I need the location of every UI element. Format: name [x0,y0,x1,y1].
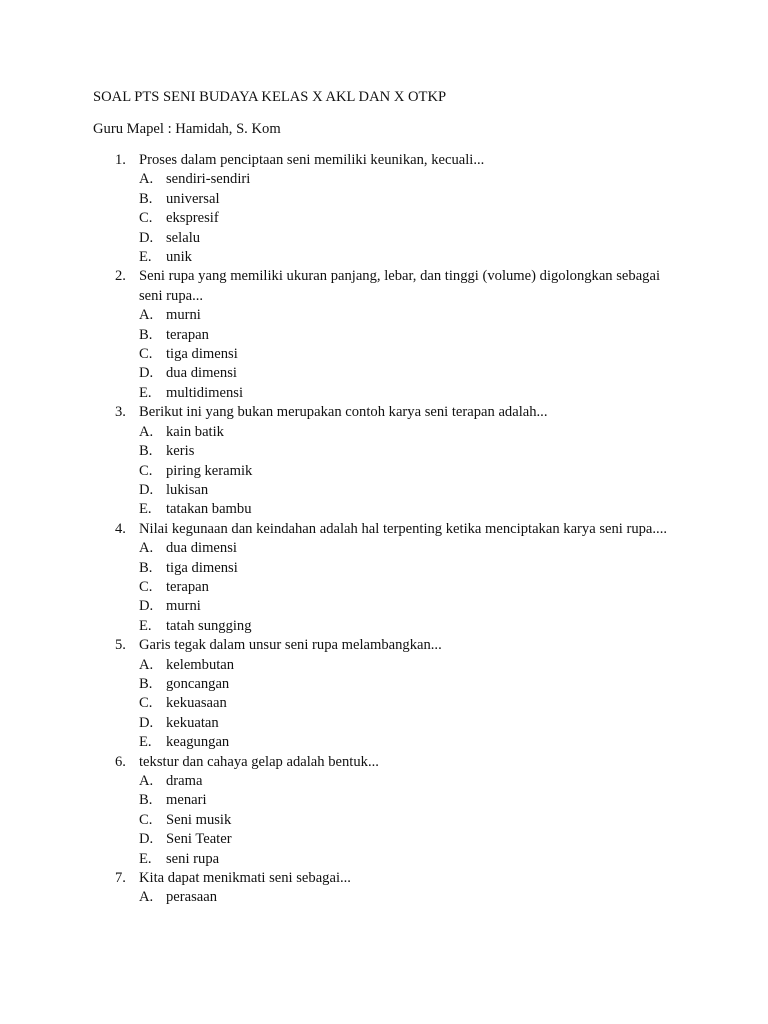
answer-option [139,791,693,810]
option-text: kain batik [166,423,224,440]
answer-option [139,248,693,267]
question-text: Seni rupa yang memiliki ukuran panjang, lebar, dan tinggi (volume) digolongkan sebagai seni rupa... [139,268,661,304]
option-text: piring keramik [166,462,253,479]
option-text: kelembutan [166,656,235,673]
answer-option [139,481,693,500]
answer-option [139,811,693,830]
option-text: goncangan [166,675,230,692]
option-text: universal [166,190,220,207]
option-text: keris [166,443,195,460]
question-item [93,151,693,267]
option-letter: B. [139,326,153,343]
option-text: Seni Teater [166,831,232,848]
answer-option [139,190,693,209]
answer-option [139,656,693,675]
question-item [93,753,693,869]
option-letter: A. [139,540,154,557]
answer-option [139,772,693,791]
option-letter: D. [139,229,154,246]
answer-option [139,306,693,325]
answer-option [139,364,693,383]
option-letter: B. [139,675,153,692]
option-text: sendiri-sendiri [166,171,251,188]
question-text: Proses dalam penciptaan seni memiliki keunikan, kecuali... [139,152,485,168]
question-text: Nilai kegunaan dan keindahan adalah hal terpenting ketika menciptakan karya seni rupa.... [139,520,668,537]
option-text: tiga dimensi [166,346,238,363]
option-text: murni [166,307,201,324]
option-text: dua dimensi [166,540,237,557]
option-letter: B. [139,190,153,207]
option-letter: C. [139,462,153,479]
option-letter: D. [139,598,154,615]
option-text: multidimensi [166,384,244,401]
question-number: 6. [115,753,126,770]
question-text: Berikut ini yang bukan merupakan contoh karya seni terapan adalah... [139,404,548,421]
option-text: tiga dimensi [166,559,238,576]
option-letter: A. [139,307,154,324]
option-text: tatah sungging [166,617,252,634]
answer-option [139,462,693,481]
answer-option [139,326,693,345]
option-list [139,539,693,636]
option-text: lukisan [166,481,209,498]
option-letter: E. [139,617,152,634]
option-letter: C. [139,210,153,227]
option-letter: E. [139,734,152,751]
option-letter: B. [139,559,153,576]
option-text: unik [166,249,192,266]
answer-option [139,733,693,752]
answer-option [139,539,693,558]
answer-option [139,442,693,461]
answer-option [139,850,693,869]
answer-option [139,209,693,228]
option-text: tatakan bambu [166,501,252,518]
option-text: terapan [166,578,209,595]
option-list [139,423,693,520]
answer-option [139,714,693,733]
option-text: Seni musik [166,811,232,828]
answer-option [139,578,693,597]
option-text: keagungan [166,734,230,751]
option-letter: B. [139,443,153,460]
answer-option [139,345,693,364]
option-letter: D. [139,714,154,731]
option-list [139,772,693,869]
answer-option [139,500,693,519]
question-number: 4. [115,520,126,537]
question-item [93,636,693,752]
question-item [93,869,693,908]
question-number: 7. [115,870,126,887]
option-letter: A. [139,171,154,188]
option-letter: E. [139,850,152,867]
option-letter: C. [139,346,153,363]
option-list [139,888,693,907]
option-letter: D. [139,481,154,498]
option-text: drama [166,773,203,789]
answer-option [139,384,693,403]
answer-option [139,423,693,442]
question-text: Kita dapat menikmati seni sebagai... [139,870,351,887]
question-text: tekstur dan cahaya gelap adalah bentuk... [139,753,379,770]
option-text: menari [166,792,207,809]
option-list [139,656,693,753]
option-text: ekspresif [166,210,219,227]
answer-option [139,888,693,907]
option-letter: A. [139,423,154,440]
option-letter: C. [139,578,153,595]
answer-option [139,617,693,636]
option-letter: A. [139,889,154,906]
option-text: kekuasaan [166,695,227,712]
question-item [93,267,693,403]
option-text: terapan [166,326,209,343]
option-letter: D. [139,831,154,848]
answer-option [139,675,693,694]
option-text: kekuatan [166,714,219,731]
question-text: Garis tegak dalam unsur seni rupa melambangkan... [139,637,442,654]
option-letter: A. [139,656,154,673]
option-text: murni [166,598,201,615]
option-text: seni rupa [166,850,220,867]
option-letter: E. [139,249,152,266]
question-number: 5. [115,637,126,654]
option-text: selalu [166,229,201,246]
option-letter: A. [139,773,154,789]
answer-option [139,559,693,578]
question-list [93,151,693,908]
option-letter: B. [139,792,153,809]
option-letter: C. [139,695,153,712]
option-text: dua dimensi [166,365,237,382]
option-text: perasaan [166,889,218,906]
question-number: 3. [115,404,126,421]
question-number: 1. [115,152,126,168]
option-letter: E. [139,501,152,518]
option-letter: D. [139,365,154,382]
answer-option [139,229,693,248]
question-item [93,403,693,519]
answer-option [139,170,693,189]
document-title: SOAL PTS SENI BUDAYA KELAS X AKL DAN X OTKP [93,89,447,105]
option-list [139,306,693,403]
question-number: 2. [115,268,126,285]
teacher-line: Guru Mapel : Hamidah, S. Kom [93,121,281,137]
answer-option [139,597,693,616]
question-item [93,520,693,636]
option-letter: E. [139,384,152,401]
answer-option [139,830,693,849]
option-list [139,170,693,267]
option-letter: C. [139,811,153,828]
answer-option [139,694,693,713]
